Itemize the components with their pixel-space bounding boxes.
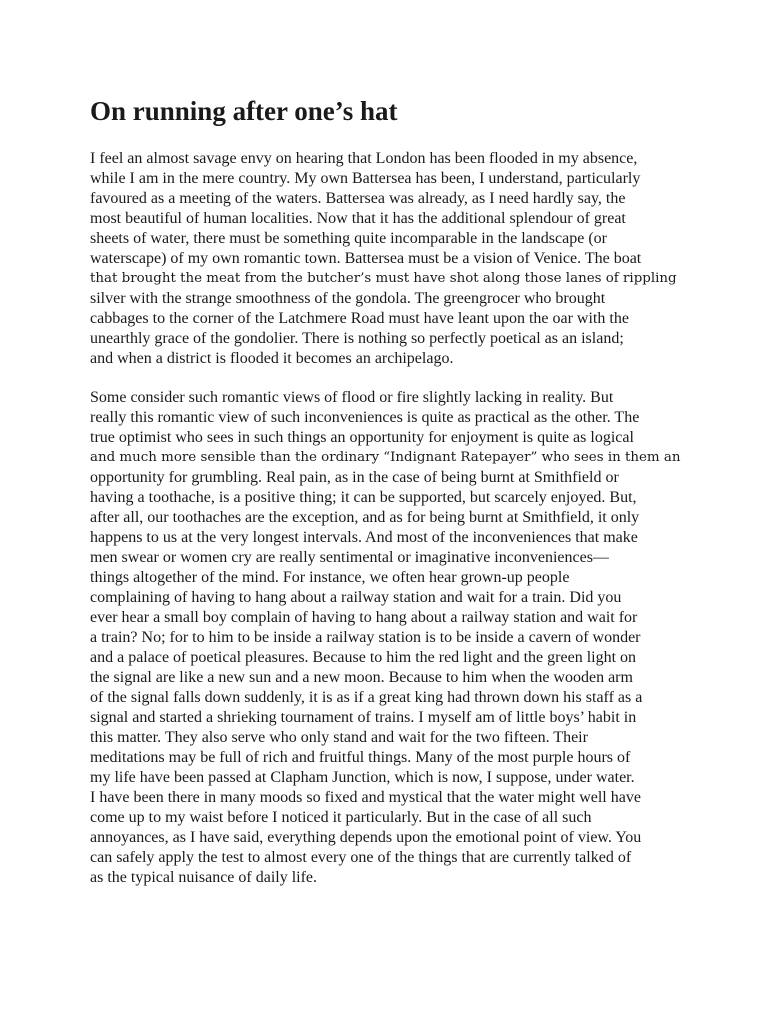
text-line: really this romantic view of such inconveniences is quite as practical as the other. The (90, 409, 640, 426)
text-line: that brought the meat from the butcher’s must have shot along those lanes of rippling (90, 271, 677, 286)
text-line: I have been there in many moods so fixed and mystical that the water might well have (90, 789, 641, 806)
text-line: meditations may be full of rich and fruitful things. Many of the most purple hours of (90, 749, 631, 766)
text-line: complaining of having to hang about a railway station and wait for a train. Did you (90, 589, 622, 606)
page-title: On running after one’s hat (90, 96, 398, 126)
text-line: unearthly grace of the gondolier. There is nothing so perfectly poetical as an island; (90, 330, 624, 347)
text-line: after all, our toothaches are the exception, and as for being burnt at Smithfield, it only (90, 509, 640, 526)
text-line: silver with the strange smoothness of the gondola. The greengrocer who brought (90, 290, 606, 307)
text-line: my life have been passed at Clapham Junction, which is now, I suppose, under water. (90, 769, 635, 786)
text-line: favoured as a meeting of the waters. Battersea was already, as I need hardly say, the (90, 190, 626, 207)
text-line: and a palace of poetical pleasures. Because to him the red light and the green light on (90, 649, 637, 666)
text-line: of the signal falls down suddenly, it is as if a great king had thrown down his staff as a (90, 689, 643, 706)
text-line: and much more sensible than the ordinary “Indignant Ratepayer” who sees in them an (90, 450, 681, 465)
text-line: this matter. They also serve who only stand and wait for the two fifteen. Their (90, 729, 588, 746)
text-line: annoyances, as I have said, everything depends upon the emotional point of view. You (90, 829, 642, 846)
text-line: Some consider such romantic views of flood or fire slightly lacking in reality. But (90, 389, 614, 406)
text-line: the signal are like a new sun and a new moon. Because to him when the wooden arm (90, 669, 633, 686)
text-line: happens to us at the very longest intervals. And most of the inconveniences that make (90, 529, 638, 546)
paragraph-2 (90, 388, 680, 888)
text-line: signal and started a shrieking tournament of trains. I myself am of little boys’ habit in (90, 709, 637, 726)
text-line: men swear or women cry are really sentimental or imaginative inconveniences— (90, 549, 609, 566)
text-line: ever hear a small boy complain of having to hang about a railway station and wait for (90, 609, 638, 626)
text-line: waterscape) of my own romantic town. Battersea must be a vision of Venice. The boat (90, 250, 642, 267)
text-line: as the typical nuisance of daily life. (90, 869, 318, 886)
paragraph-1 (90, 149, 677, 369)
text-line: sheets of water, there must be something quite incomparable in the landscape (or (90, 230, 607, 247)
text-line: opportunity for grumbling. Real pain, as in the case of being burnt at Smithfield or (90, 469, 619, 486)
text-line: cabbages to the corner of the Latchmere Road must have leant upon the oar with the (90, 310, 629, 327)
text-line: things altogether of the mind. For instance, we often hear grown-up people (90, 569, 570, 586)
text-line: I feel an almost savage envy on hearing that London has been flooded in my absence, (90, 150, 638, 167)
text-line: true optimist who sees in such things an opportunity for enjoyment is quite as logical (90, 429, 634, 446)
text-line: can safely apply the test to almost every one of the things that are currently talked of (90, 849, 632, 866)
text-line: a train? No; for to him to be inside a railway station is to be inside a cavern of wonder (90, 629, 641, 646)
text-line: come up to my waist before I noticed it particularly. But in the case of all such (90, 809, 592, 826)
text-line: most beautiful of human localities. Now that it has the additional splendour of great (90, 210, 626, 227)
text-line: and when a district is flooded it becomes an archipelago. (90, 350, 454, 367)
text-line: having a toothache, is a positive thing; it can be supported, but scarcely enjoyed. But, (90, 489, 637, 506)
text-line: while I am in the mere country. My own Battersea has been, I understand, particularly (90, 170, 641, 187)
